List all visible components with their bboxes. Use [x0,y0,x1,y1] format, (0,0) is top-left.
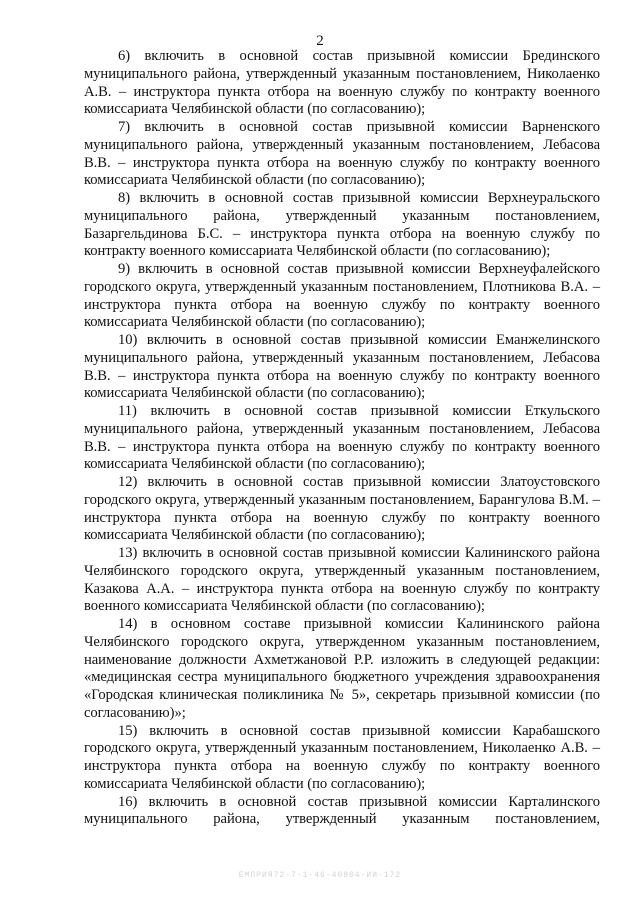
paragraph-item-11: 11) включить в основной состав призывной комиссии Еткульского муниципального района, утвержденный указанным постановлением, Лебасова В.В. – инструктора пункта отбора на военную службу по контракту военного комиссариата Челябинской области (по согласованию); [84,403,600,473]
paragraph-item-12: 12) включить в основной состав призывной комиссии Златоустовского городского округа, утвержденный указанным постановлением, Барангулова В.М. – инструктора пункта отбора на военную службу по контракту военного комиссариата Челябинской области (по согласованию); [84,474,600,544]
paragraph-item-10: 10) включить в основной состав призывной комиссии Еманжелинского муниципального района, утвержденный указанным постановлением, Лебасова В.В. – инструктора пункта отбора на военную службу по контракту военного комиссариата Челябинской области (по согласованию); [84,332,600,402]
paragraph-item-16: 16) включить в основной состав призывной комиссии Карталинского муниципального района, утвержденный указанным постановлением, [84,793,600,828]
paragraph-item-6: 6) включить в основной состав призывной комиссии Брединского муниципального района, утвержденный указанным постановлением, Николаенко А.В. – инструктора пункта отбора на военную службу по контракту военного комиссариата Челябинской области (по согласованию); [84,48,600,118]
page-number: 2 [316,33,324,49]
paragraph-item-13: 13) включить в основной состав призывной комиссии Калининского района Челябинского городского округа, утвержденный указанным постановлением, Казакова А.А. – инструктора пункта отбора на военную службу по контракту военного комиссариата Челябинской области (по согласованию); [84,545,600,615]
paragraph-item-7: 7) включить в основной состав призывной комиссии Варненского муниципального района, утвержденный указанным постановлением, Лебасова В.В. – инструктора пункта отбора на военную службу по контракту военного комиссариата Челябинской области (по согласованию); [84,119,600,189]
footer-document-code: ЕМПРИЯ72-7-1-46-40804-ИИ-172 [238,871,402,880]
document-body [84,48,600,829]
paragraph-item-9: 9) включить в основной состав призывной комиссии Верхнеуфалейского городского округа, утвержденный указанным постановлением, Плотникова В.А. – инструктора пункта отбора на военную службу по контракту военного комиссариата Челябинской области (по согласованию); [84,261,600,331]
paragraph-item-8: 8) включить в основной состав призывной комиссии Верхнеуральского муниципального района, утвержденный указанным постановлением, Базаргельдинова Б.С. – инструктора пункта отбора на военную службу по контракту военного комиссариата Челябинской области (по согласованию); [84,190,600,260]
paragraph-item-14: 14) в основном составе призывной комиссии Калининского района Челябинского городского округа, утвержденном указанным постановлением, наименование должности Ахметжановой Р.Р. изложить в следующей редакции: «медицинская сестра муниципального бюджетного учреждения здравоохранения «Городская клиническая поликлиника № 5», секретарь призывной комиссии (по согласованию)»; [84,616,600,721]
paragraph-item-15: 15) включить в основной состав призывной комиссии Карабашского городского округа, утвержденный указанным постановлением, Николаенко А.В. – инструктора пункта отбора на военную службу по контракту военного комиссариата Челябинской области (по согласованию); [84,722,600,792]
